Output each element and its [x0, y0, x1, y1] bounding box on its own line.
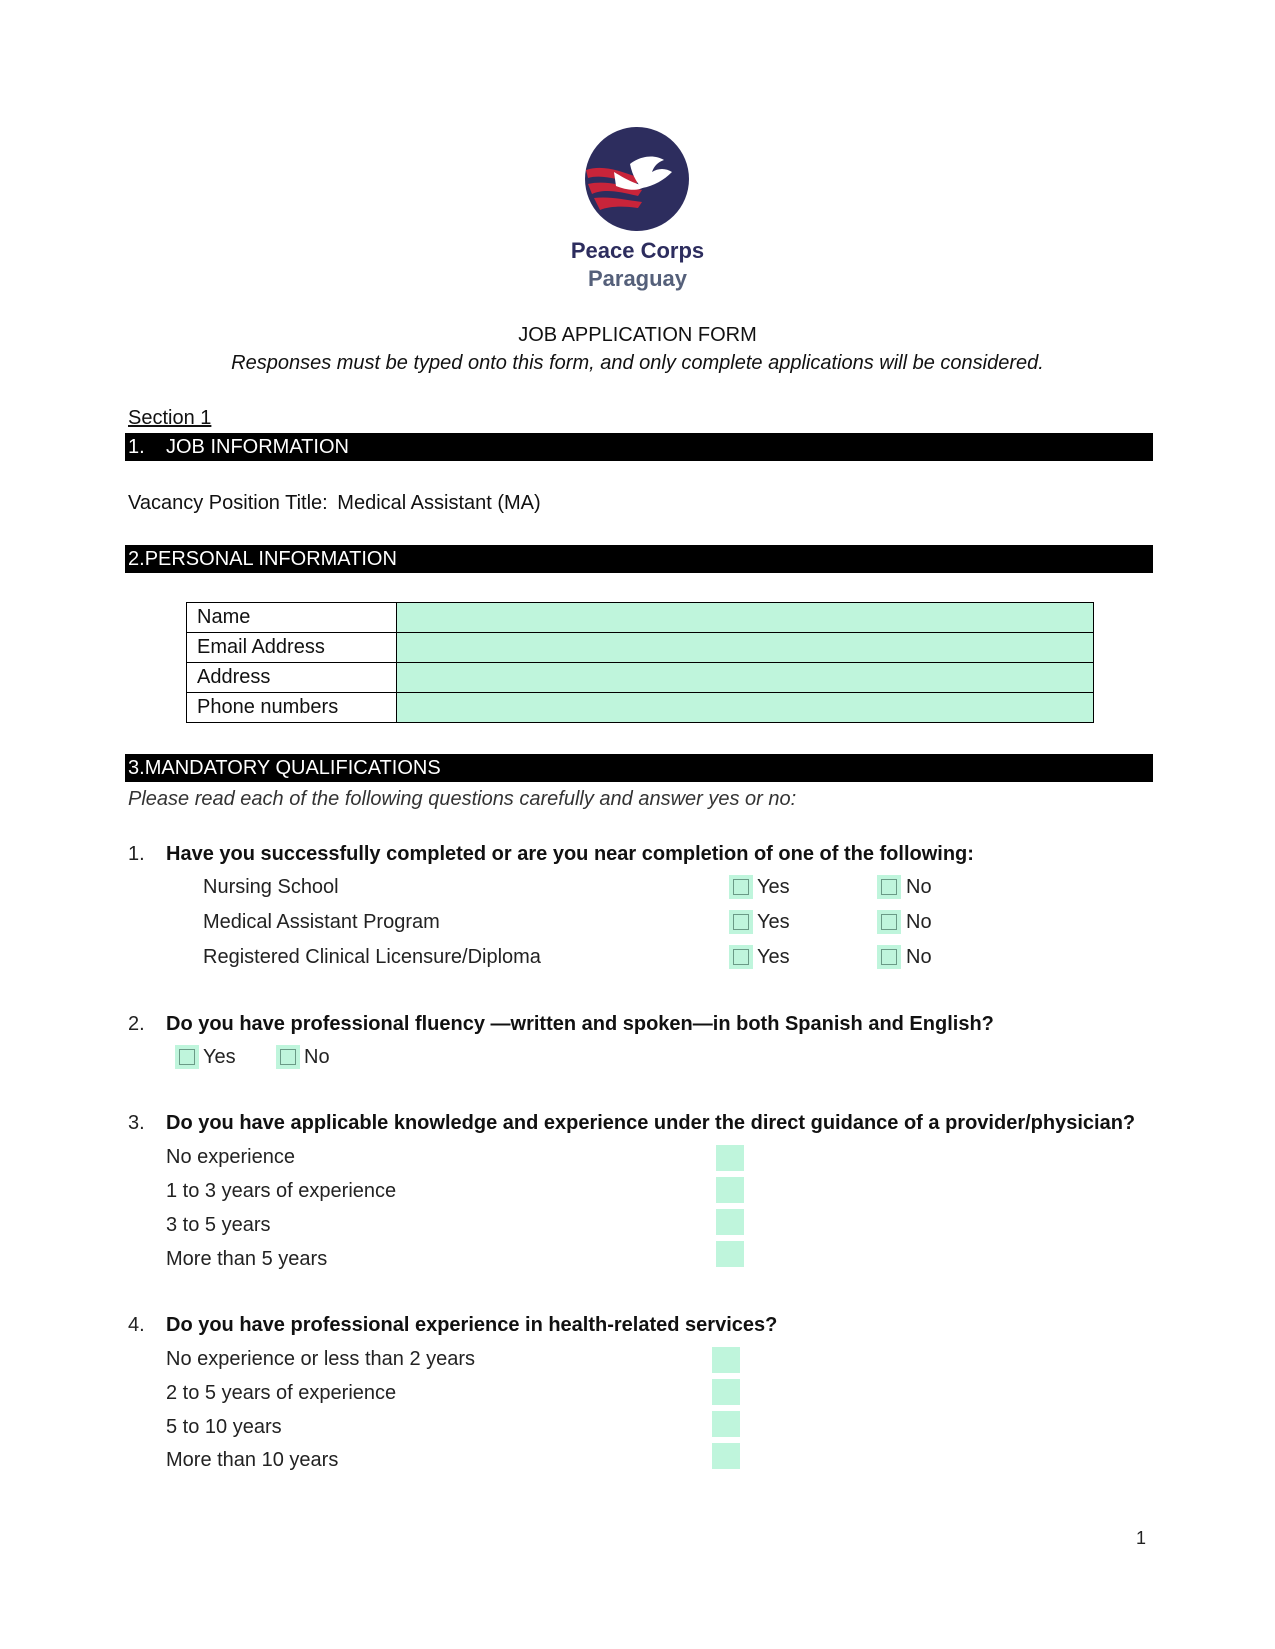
form-subtitle: Responses must be typed onto this form, and only complete applications will be considered.: [231, 352, 1044, 374]
q1-nursing-no-checkbox[interactable]: [877, 875, 901, 899]
q3-text: Do you have applicable knowledge and experience under the direct guidance of a provider/physician?: [166, 1112, 1136, 1134]
q3-option-5plus-box[interactable]: [716, 1241, 744, 1267]
personal-info-header: [125, 545, 1153, 573]
brand-country: Paraguay: [587, 266, 688, 291]
q4-text: Do you have professional experience in health-related services?: [166, 1314, 778, 1336]
no-label: No: [304, 1046, 330, 1068]
yes-label: Yes: [203, 1046, 236, 1068]
yes-label: Yes: [757, 876, 790, 898]
vacancy-position: [128, 492, 541, 515]
address-label: Address: [187, 663, 397, 693]
personal-info-number: 2.: [128, 548, 145, 570]
table-row: [187, 603, 1094, 633]
q3-option-5plus: More than 5 years: [166, 1248, 328, 1270]
q1-number: 1.: [128, 843, 145, 865]
q1-item-medical-assistant: Medical Assistant Program: [203, 911, 440, 933]
job-info-title: JOB INFORMATION: [166, 436, 349, 458]
q1-item-licensure: Registered Clinical Licensure/Diploma: [203, 946, 541, 968]
page-number: 1: [1136, 1528, 1147, 1548]
qualifications-number: 3.: [128, 757, 145, 779]
phone-label: Phone numbers: [187, 693, 397, 723]
qualifications-instruction: Please read each of the following questions carefully and answer yes or no:: [128, 788, 797, 810]
job-info-header: [125, 433, 1153, 461]
qualifications-header: [125, 754, 1153, 782]
email-label: Email Address: [187, 633, 397, 663]
name-label: Name: [187, 603, 397, 633]
table-row: [187, 663, 1094, 693]
q3-option-3-5-box[interactable]: [716, 1209, 744, 1235]
q4-number: 4.: [128, 1314, 145, 1336]
q3-option-1-3-box[interactable]: [716, 1177, 744, 1203]
q1-licensure-yes-checkbox[interactable]: [729, 945, 753, 969]
q4-option-2-5-box[interactable]: [712, 1379, 740, 1405]
q3-number: 3.: [128, 1112, 145, 1134]
address-field[interactable]: [397, 663, 1094, 693]
q4-option-2-5: 2 to 5 years of experience: [166, 1382, 397, 1404]
q1-licensure-no-checkbox[interactable]: [877, 945, 901, 969]
q4-option-10plus-box[interactable]: [712, 1443, 740, 1469]
personal-info-title: PERSONAL INFORMATION: [144, 548, 397, 570]
q3-option-1-3: 1 to 3 years of experience: [166, 1180, 397, 1202]
q1-nursing-yes-checkbox[interactable]: [729, 875, 753, 899]
yes-label: Yes: [757, 946, 790, 968]
personal-info-table: [186, 602, 1094, 723]
q1-ma-no-checkbox[interactable]: [877, 910, 901, 934]
table-row: [187, 693, 1094, 723]
q3-option-none-box[interactable]: [716, 1145, 744, 1171]
q2-number: 2.: [128, 1013, 145, 1035]
q4-option-lt2: No experience or less than 2 years: [166, 1348, 476, 1370]
section-label: Section 1: [128, 407, 212, 429]
q1-text: Have you successfully completed or are you near completion of one of the following:: [166, 843, 974, 865]
q4-option-5-10: 5 to 10 years: [166, 1416, 282, 1438]
q3-option-none: No experience: [166, 1146, 295, 1168]
q4-option-lt2-box[interactable]: [712, 1347, 740, 1373]
vacancy-label: Vacancy Position Title:: [128, 492, 328, 514]
q1-ma-yes-checkbox[interactable]: [729, 910, 753, 934]
name-field[interactable]: [397, 603, 1094, 633]
yes-label: Yes: [757, 911, 790, 933]
phone-field[interactable]: [397, 693, 1094, 723]
q3-option-3-5: 3 to 5 years: [166, 1214, 271, 1236]
no-label: No: [906, 876, 932, 898]
email-field[interactable]: [397, 633, 1094, 663]
job-info-number: 1.: [128, 436, 145, 458]
vacancy-value: Medical Assistant (MA): [337, 492, 541, 514]
qualifications-title: MANDATORY QUALIFICATIONS: [144, 757, 441, 779]
brand-name: Peace Corps: [570, 238, 705, 263]
q2-no-checkbox[interactable]: [276, 1045, 300, 1069]
q2-text: Do you have professional fluency —written and spoken—in both Spanish and English?: [166, 1013, 994, 1035]
q4-option-5-10-box[interactable]: [712, 1411, 740, 1437]
q1-item-nursing: Nursing School: [203, 876, 339, 898]
q4-option-10plus: More than 10 years: [166, 1449, 339, 1471]
form-title: JOB APPLICATION FORM: [518, 324, 757, 346]
no-label: No: [906, 946, 932, 968]
no-label: No: [906, 911, 932, 933]
q2-yes-checkbox[interactable]: [175, 1045, 199, 1069]
table-row: [187, 633, 1094, 663]
peace-corps-logo-icon: [584, 126, 690, 232]
